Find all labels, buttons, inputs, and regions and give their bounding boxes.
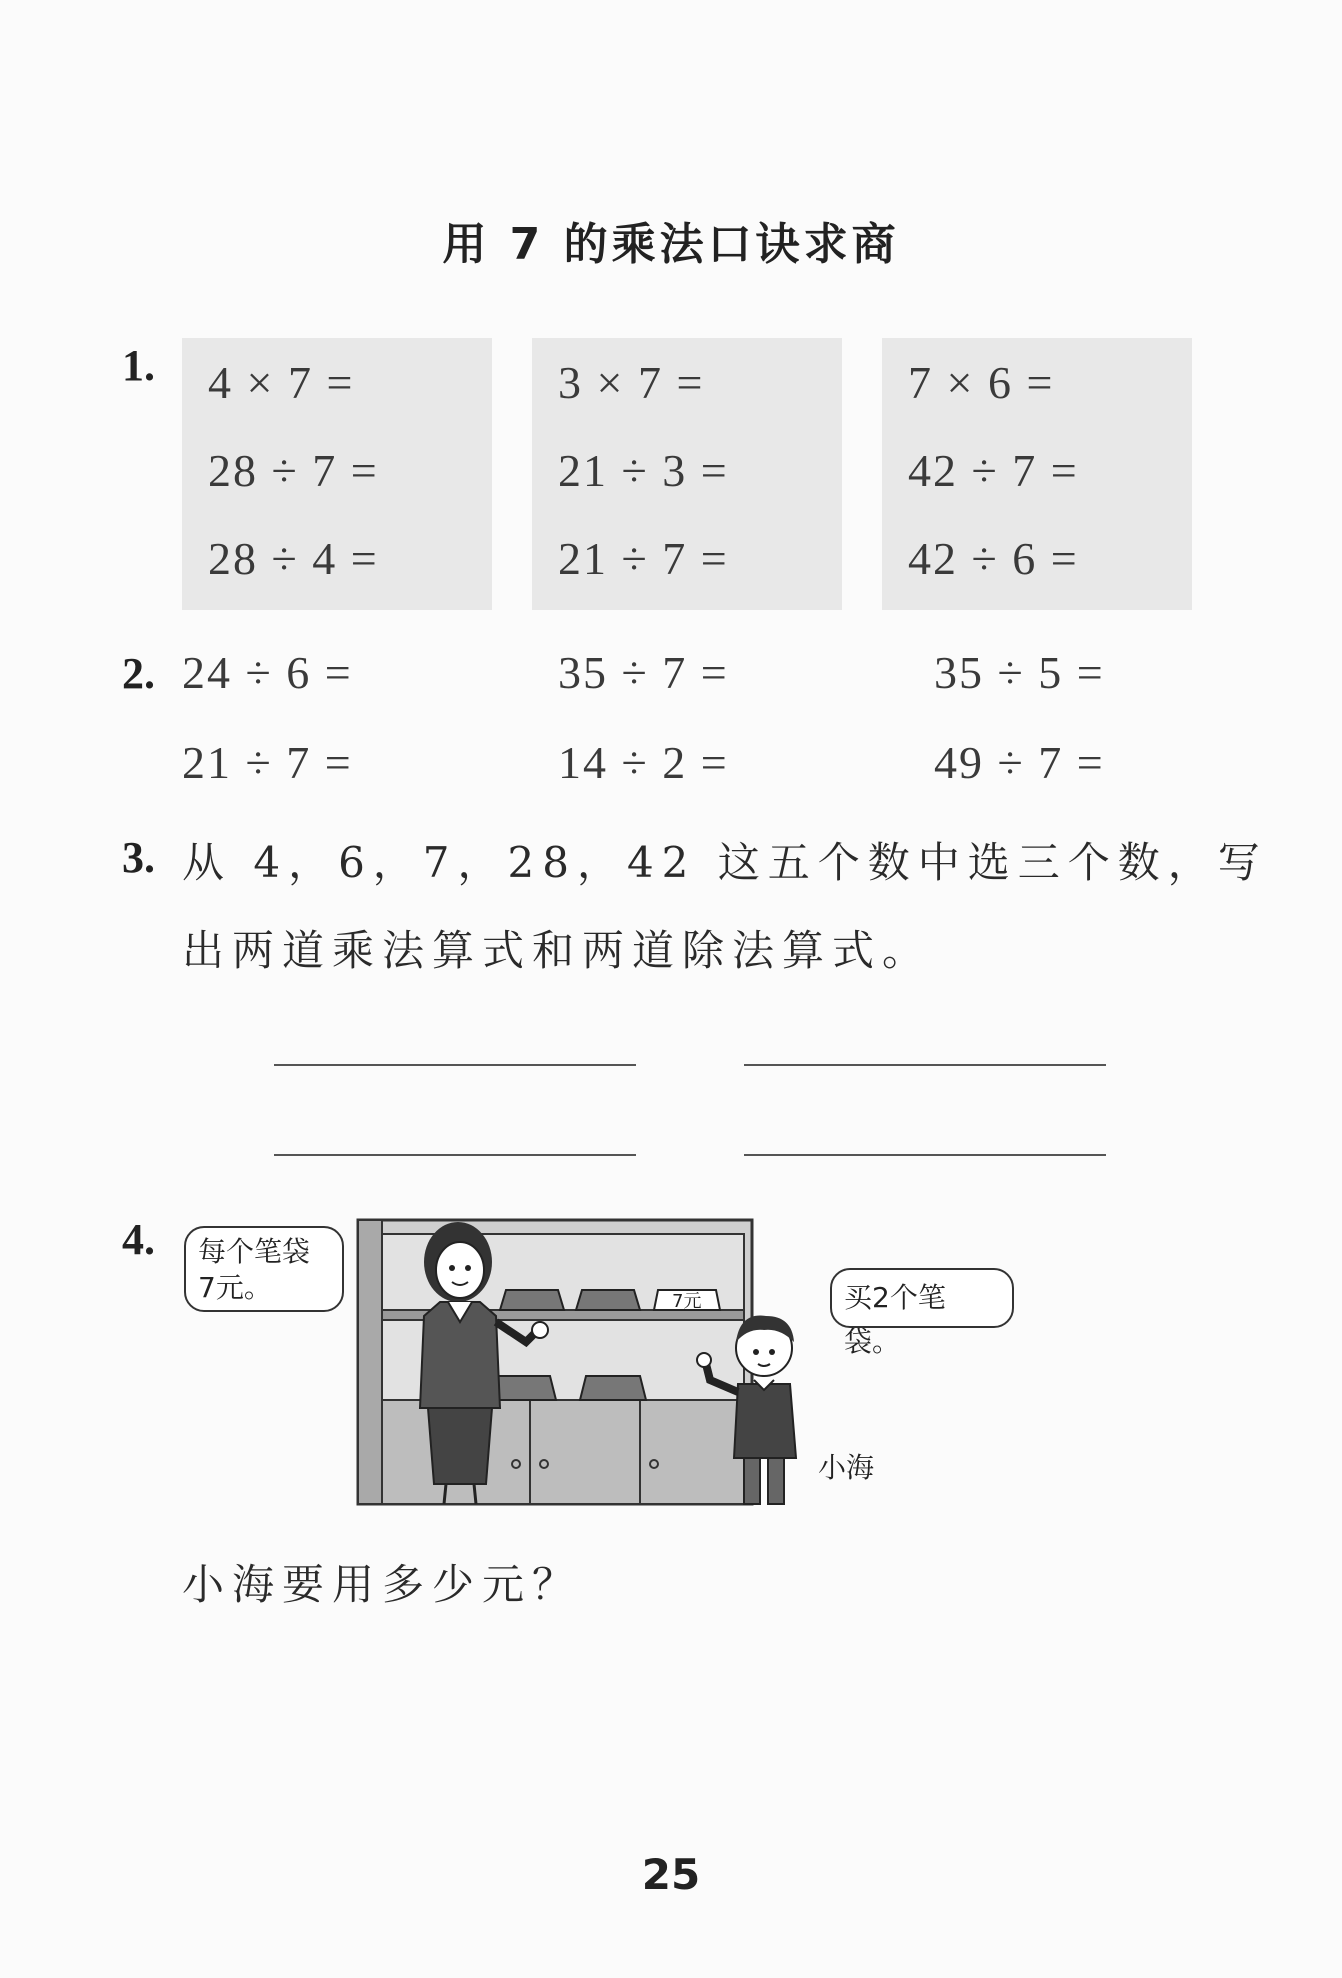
answer-blank[interactable]	[274, 1064, 636, 1066]
q1-equation: 42 ÷ 7 =	[908, 445, 1079, 496]
page-title: 用 7 的乘法口诀求商	[442, 219, 900, 270]
q1-equation: 21 ÷ 3 =	[558, 445, 729, 496]
boy-name-label: 小海	[818, 1451, 875, 1484]
q2-equation: 21 ÷ 7 =	[182, 737, 353, 788]
q1-equation: 28 ÷ 4 =	[208, 533, 379, 584]
answer-blank[interactable]	[744, 1064, 1106, 1066]
q2-equation: 35 ÷ 5 =	[934, 647, 1105, 698]
teacher-bubble-line-2: 7元。	[198, 1271, 272, 1304]
q4-question-text: 小海要用多少元？	[182, 1560, 583, 1609]
teacher-speech-bubble	[184, 1226, 344, 1312]
q1-group-2	[532, 338, 842, 610]
boy-bubble-text: 买2个笔袋。	[844, 1281, 946, 1358]
page-number: 25	[641, 1850, 701, 1899]
q1-equation: 21 ÷ 7 =	[558, 533, 729, 584]
q3-text-line-1: 从 4，6，7，28，42 这五个数中选三个数，写	[182, 838, 1268, 887]
q2-equation: 24 ÷ 6 =	[182, 647, 353, 698]
answer-blank[interactable]	[274, 1154, 636, 1156]
teacher-bubble-line-1: 每个笔袋	[198, 1235, 311, 1268]
q1-equation: 3 × 7 =	[558, 357, 705, 408]
question-1-number: 1.	[122, 341, 155, 390]
shop-illustration	[340, 1212, 820, 1508]
q1-equation: 4 × 7 =	[208, 357, 355, 408]
q1-equation: 28 ÷ 7 =	[208, 445, 379, 496]
q2-equation: 35 ÷ 7 =	[558, 647, 729, 698]
q2-equation: 14 ÷ 2 =	[558, 737, 729, 788]
q2-equation: 49 ÷ 7 =	[934, 737, 1105, 788]
q1-equation: 42 ÷ 6 =	[908, 533, 1079, 584]
price-tag-text: 7元	[672, 1291, 702, 1312]
question-4-number: 4.	[122, 1215, 155, 1264]
answer-blank[interactable]	[744, 1154, 1106, 1156]
question-3-number: 3.	[122, 833, 155, 882]
q1-group-3	[882, 338, 1192, 610]
boy-speech-bubble	[830, 1268, 1014, 1358]
q1-equation: 7 × 6 =	[908, 357, 1055, 408]
question-2-number: 2.	[122, 649, 155, 698]
q3-text-line-2: 出两道乘法算式和两道除法算式。	[182, 926, 933, 975]
q1-group-1	[182, 338, 492, 610]
